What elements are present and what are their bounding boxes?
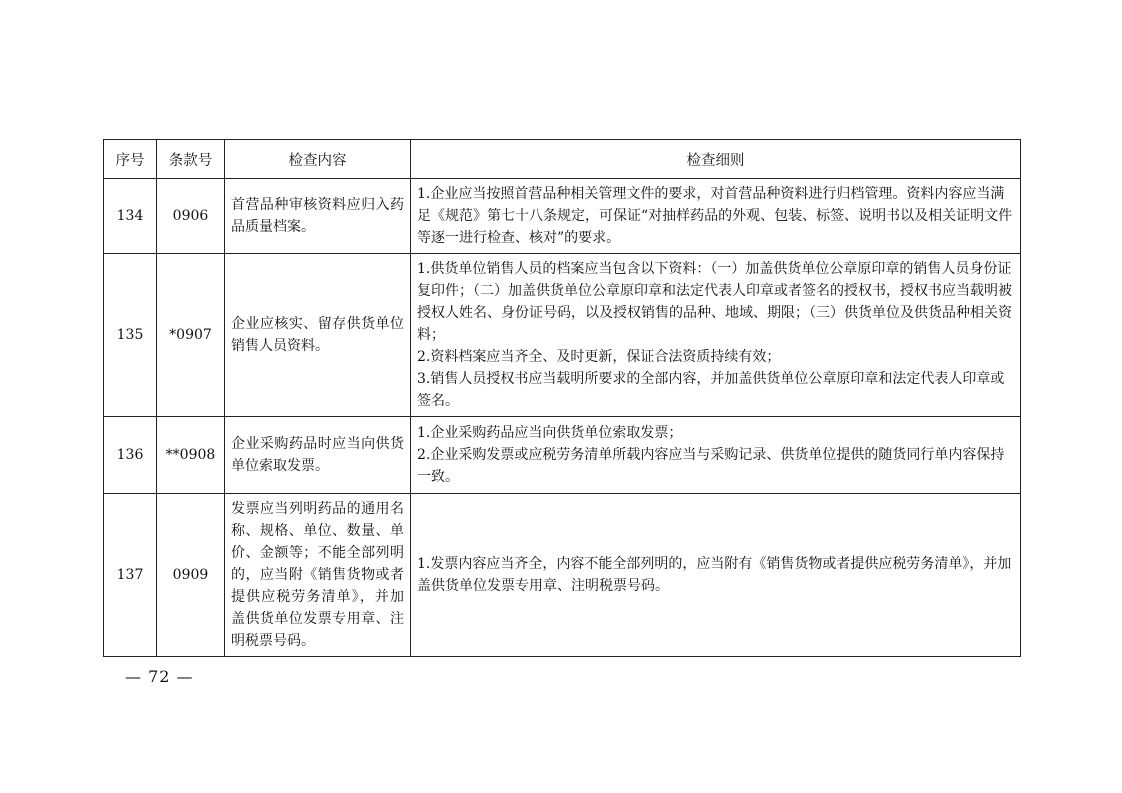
detail-item: 1.发票内容应当齐全，内容不能全部列明的，应当附有《销售货物或者提供应税劳务清单》，并加盖供货单位发票专用章、注明税票号码。 xyxy=(417,556,1012,594)
page-number: — 72 — xyxy=(125,667,194,686)
header-content: 检查内容 xyxy=(225,140,411,179)
row-content: 企业采购药品时应当向供货单位索取发票。 xyxy=(225,417,411,494)
detail-item: 2.企业采购发票或应税劳务清单所载内容应当与采购记录、供货单位提供的随货同行单内容保持一致。 xyxy=(417,447,1005,485)
row-seq: 136 xyxy=(104,417,157,494)
row-code: 0909 xyxy=(157,494,225,657)
detail-item: 1.供货单位销售人员的档案应当包含以下资料：（一）加盖供货单位公章原印章的销售人员身份证复印件；（二）加盖供货单位公章原印章和法定代表人印章或者签名的授权书，授权书应当载明被授权人姓名、身份证号码，以及授权销售的品种、地域、期限；（三）供货单位及供货品种相关资料； xyxy=(417,261,1012,343)
table-row xyxy=(104,494,1021,657)
inspection-table xyxy=(103,139,1021,657)
header-code: 条款号 xyxy=(157,140,225,179)
detail-item: 3.销售人员授权书应当载明所要求的全部内容，并加盖供货单位公章原印章和法定代表人印章或签名。 xyxy=(417,371,1005,409)
row-seq: 137 xyxy=(104,494,157,657)
row-content: 首营品种审核资料应归入药品质量档案。 xyxy=(225,179,411,254)
row-code: 0906 xyxy=(157,179,225,254)
row-content: 发票应当列明药品的通用名称、规格、单位、数量、单价、金额等；不能全部列明的，应当附《销售货物或者提供应税劳务清单》，并加盖供货单位发票专用章、注明税票号码。 xyxy=(225,494,411,657)
row-detail xyxy=(411,179,1021,254)
row-code: **0908 xyxy=(157,417,225,494)
row-detail xyxy=(411,254,1021,417)
row-seq: 135 xyxy=(104,254,157,417)
detail-item: 1.企业应当按照首营品种相关管理文件的要求，对首营品种资料进行归档管理。资料内容应当满足《规范》第七十八条规定，可保证“对抽样药品的外观、包装、标签、说明书以及相关证明文件等逐一进行检查、核对”的要求。 xyxy=(417,186,1013,246)
row-code: *0907 xyxy=(157,254,225,417)
row-content: 企业应核实、留存供货单位销售人员资料。 xyxy=(225,254,411,417)
detail-item: 1.企业采购药品应当向供货单位索取发票； xyxy=(417,425,683,441)
table-row xyxy=(104,417,1021,494)
row-detail xyxy=(411,417,1021,494)
header-detail: 检查细则 xyxy=(411,140,1021,179)
header-seq: 序号 xyxy=(104,140,157,179)
table-row xyxy=(104,179,1021,254)
row-seq: 134 xyxy=(104,179,157,254)
table-header-row xyxy=(104,140,1021,179)
detail-item: 2.资料档案应当齐全、及时更新，保证合法资质持续有效； xyxy=(417,349,781,365)
table-row xyxy=(104,254,1021,417)
row-detail xyxy=(411,494,1021,657)
